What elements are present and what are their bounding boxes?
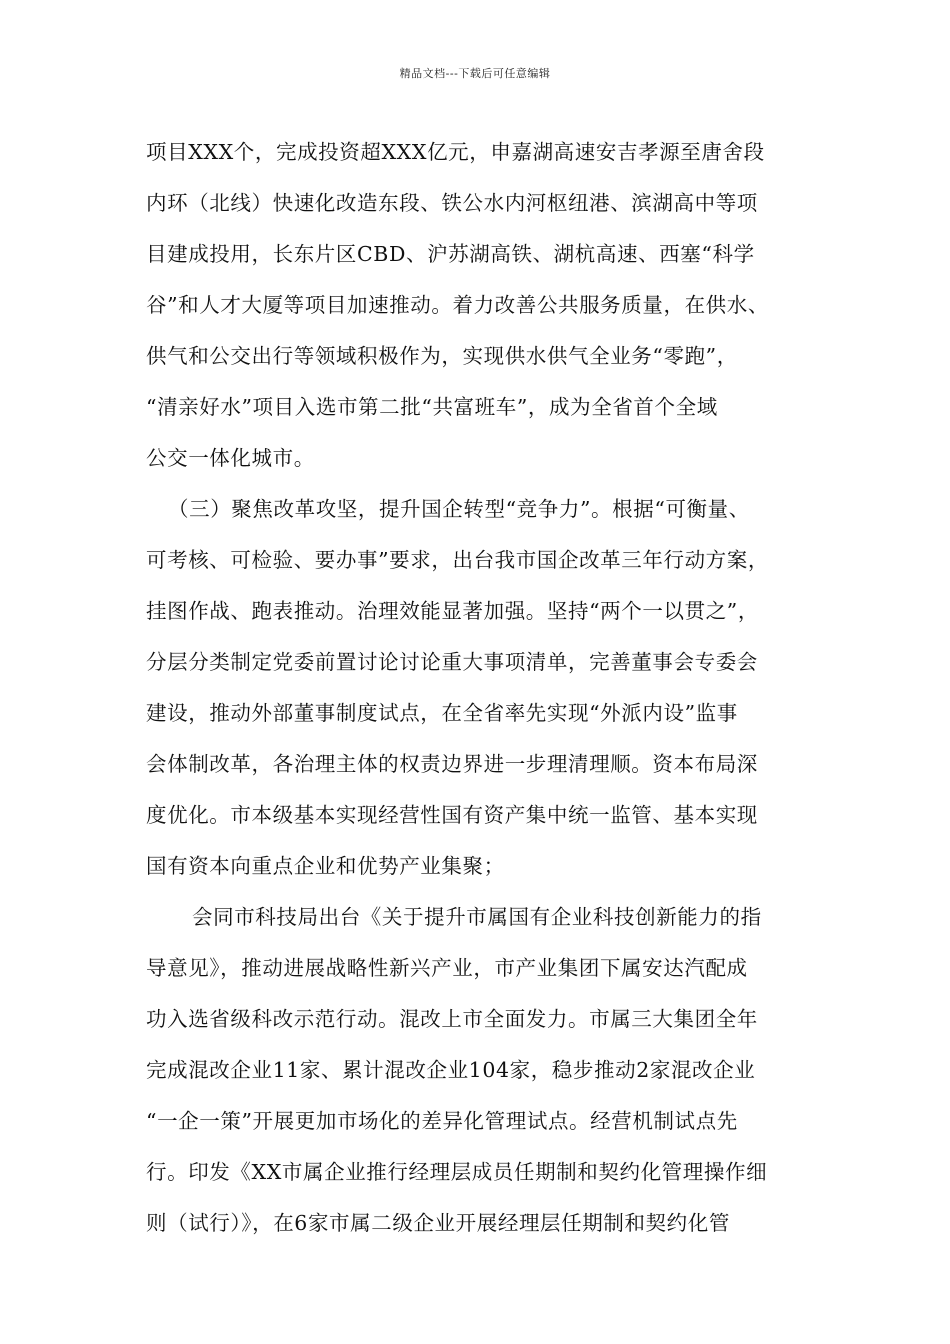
text-line: 则（试行）》，在6家市属二级企业开展经理层任期制和契约化管 [146, 1211, 730, 1235]
paragraph-start-line: 会同市科技局出台《关于提升市属国有企业科技创新能力的指 [192, 905, 762, 929]
text-line: 功入选省级科改示范行动。混改上市全面发力。市属三大集团全年 [146, 1007, 758, 1031]
text-line: 导意见》，推动进展战略性新兴产业，市产业集团下属安达汽配成 [146, 956, 748, 980]
text-line: 可考核、可检验、要办事”要求，出台我市国企改革三年行动方案， [146, 548, 769, 572]
text-line: 度优化。市本级基本实现经营性国有资产集中统一监管、基本实现 [146, 803, 758, 827]
text-line: “清亲好水”项目入选市第二批“共富班车”，成为全省首个全域 [146, 395, 718, 419]
text-line: 完成混改企业11家、累计混改企业104家，稳步推动2家混改企业 [146, 1058, 756, 1082]
text-line: 公交一体化城市。 [146, 446, 315, 470]
text-line: 内环（北线）快速化改造东段、铁公水内河枢纽港、滨湖高中等项 [146, 191, 758, 215]
text-line: 会体制改革，各治理主体的权责边界进一步理清理顺。资本布局深 [146, 752, 758, 776]
text-line: “一企一策”开展更加市场化的差异化管理试点。经营机制试点先 [146, 1109, 738, 1133]
document-body [146, 134, 816, 1256]
text-line: 建设，推动外部董事制度试点，在全省率先实现“外派内设”监事 [146, 701, 738, 725]
text-line: 供气和公交出行等领域积极作为，实现供水供气全业务“零跑”， [146, 344, 738, 368]
text-line: 分层分类制定党委前置讨论讨论重大事项清单，完善董事会专委会 [146, 650, 758, 674]
text-line: 国有资本向重点企业和优势产业集聚； [146, 854, 505, 878]
text-line: 目建成投用，长东片区CBD、沪苏湖高铁、湖杭高速、西塞“科学 [146, 242, 755, 266]
text-line: 项目XXX个，完成投资超XXX亿元，申嘉湖高速安吉孝源至唐舍段 [146, 140, 765, 164]
text-line: 谷”和人才大厦等项目加速推动。着力改善公共服务质量，在供水、 [146, 293, 769, 317]
section-heading-line: （三）聚焦改革攻坚，提升国企转型“竞争力”。根据“可衡量、 [168, 497, 750, 521]
page-header: 精品文档---下载后可任意编辑 [399, 67, 551, 80]
text-line: 行。印发《XX市属企业推行经理层成员任期制和契约化管理操作细 [146, 1160, 768, 1184]
text-line: 挂图作战、跑表推动。治理效能显著加强。坚持“两个一以贯之”， [146, 599, 759, 623]
